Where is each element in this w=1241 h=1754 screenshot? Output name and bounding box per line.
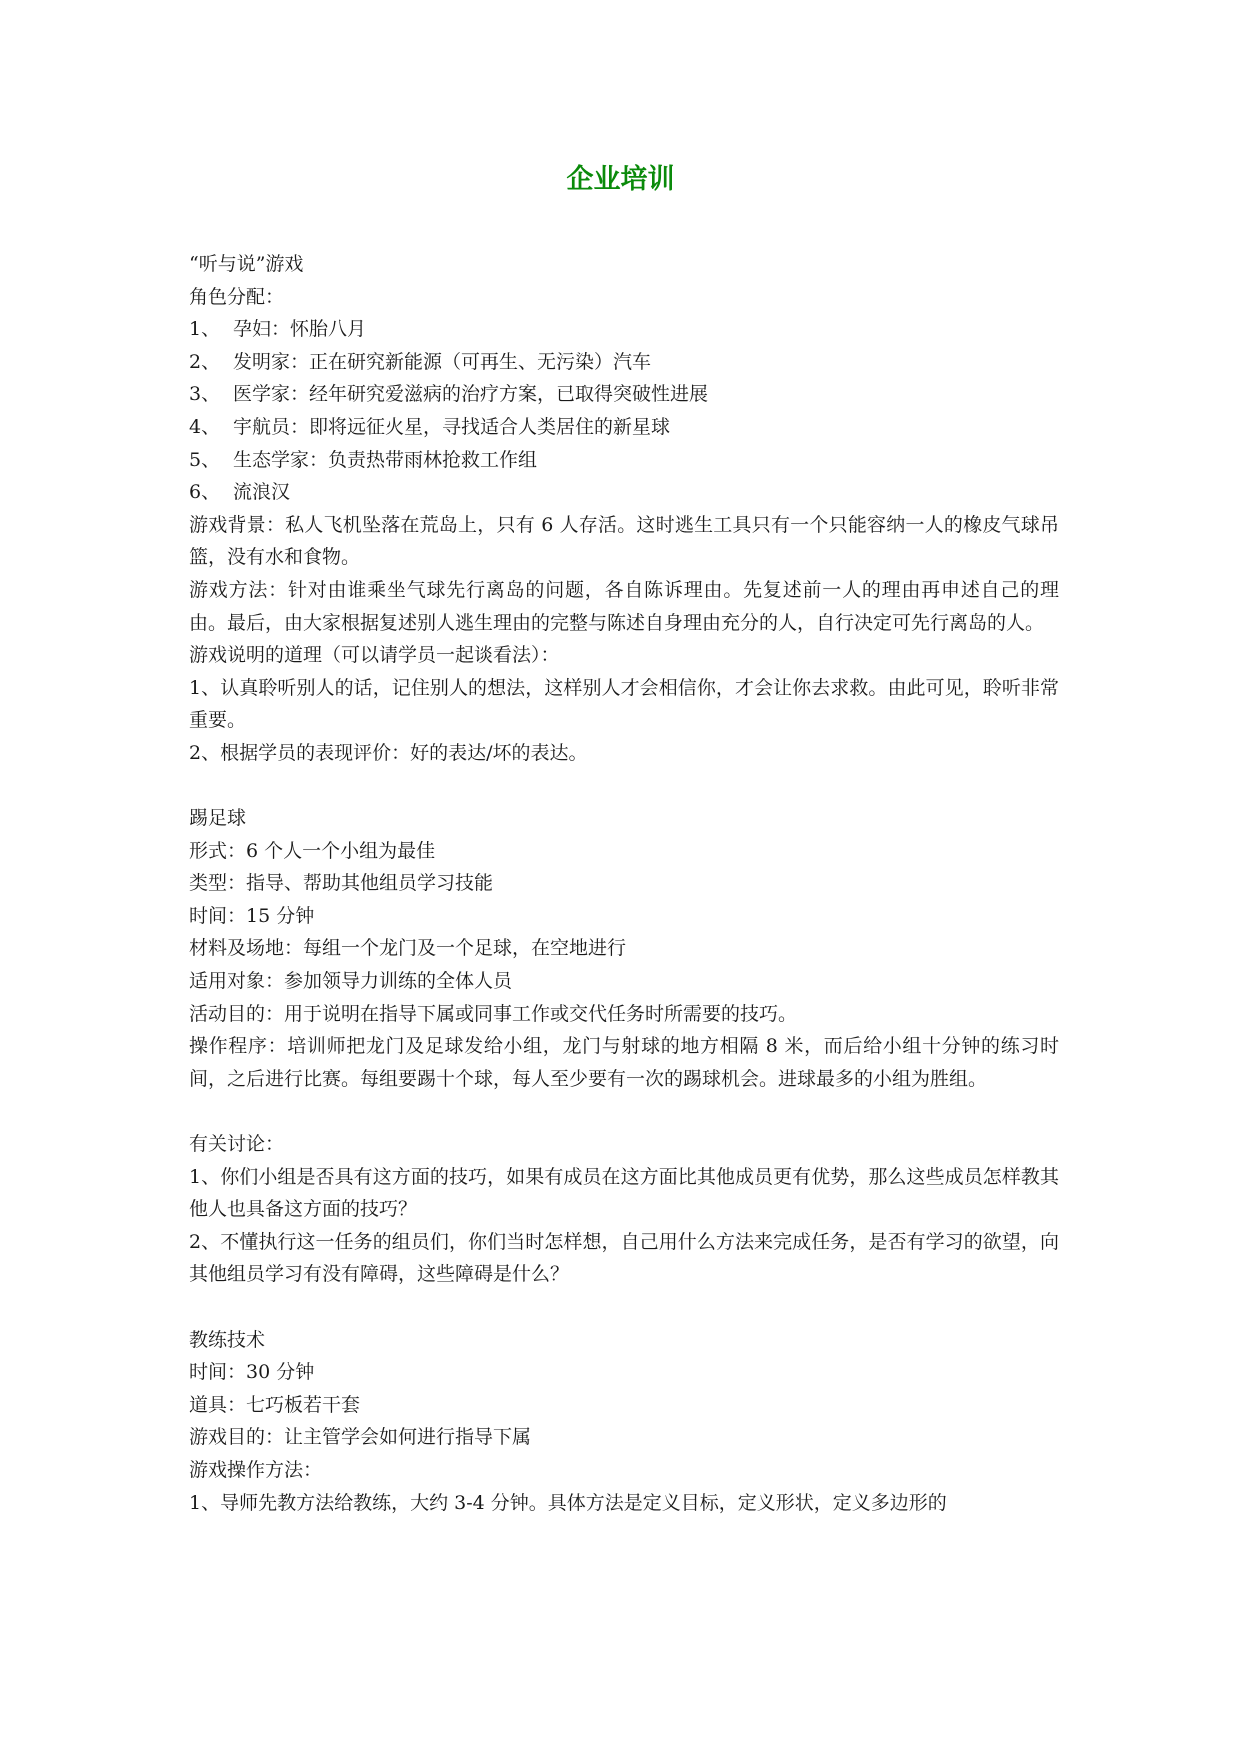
method-label: 游戏操作方法： <box>189 1458 323 1481</box>
role-text: 孕妇：怀胎八月 <box>233 318 367 341</box>
section-heading-listen-speak: “听与说”游戏 <box>189 253 304 275</box>
role-number: 6、 <box>189 481 221 504</box>
role-number: 2、 <box>189 350 221 373</box>
discussion-item: 1、你们小组是否具有这方面的技巧，如果有成员在这方面比其他成员更有优势，那么这些成员怎样教其他人也具备这方面的技巧？ <box>189 1165 1059 1221</box>
role-text: 生态学家：负责热带雨林抢救工作组 <box>233 448 538 471</box>
game-time: 时间：15 分钟 <box>189 904 315 927</box>
role-item <box>189 444 1059 477</box>
paragraph-gap <box>189 770 1059 803</box>
role-item <box>189 476 1059 509</box>
role-number: 1、 <box>189 318 221 341</box>
lesson-label: 游戏说明的道理（可以请学员一起谈看法）： <box>189 644 560 667</box>
game-time: 时间：30 分钟 <box>189 1361 315 1384</box>
role-item <box>189 411 1059 444</box>
roles-label: 角色分配： <box>189 285 285 308</box>
role-item <box>189 378 1059 411</box>
role-item <box>189 346 1059 379</box>
role-number: 5、 <box>189 448 221 471</box>
role-number: 3、 <box>189 383 221 406</box>
discussion-label: 有关讨论： <box>189 1133 285 1156</box>
game-purpose: 活动目的：用于说明在指导下属或同事工作或交代任务时所需要的技巧。 <box>189 1002 798 1025</box>
method-step: 1、导师先教方法给教练，大约 3-4 分钟。具体方法是定义目标，定义形状，定义多边形的 <box>189 1491 947 1514</box>
lesson-item: 2、根据学员的表现评价：好的表达/坏的表达。 <box>189 741 588 764</box>
role-item <box>189 313 1059 346</box>
role-text: 发明家：正在研究新能源（可再生、无污染）汽车 <box>233 350 652 373</box>
role-text: 医学家：经年研究爱滋病的治疗方案，已取得突破性进展 <box>233 383 709 406</box>
game-method: 游戏方法：针对由谁乘坐气球先行离岛的问题，各自陈诉理由。先复述前一人的理由再申述自己的理由。最后，由大家根据复述别人逃生理由的完整与陈述自身理由充分的人，自行决定可先行离岛的人。 <box>189 578 1059 634</box>
game-materials: 材料及场地：每组一个龙门及一个足球，在空地进行 <box>189 937 627 960</box>
page-title: 企业培训 <box>566 164 675 195</box>
game-purpose: 游戏目的：让主管学会如何进行指导下属 <box>189 1426 532 1449</box>
document-body <box>189 248 1059 1519</box>
game-props: 道具：七巧板若干套 <box>189 1393 361 1416</box>
role-text: 流浪汉 <box>233 481 291 504</box>
paragraph-gap <box>189 1095 1059 1128</box>
lesson-item: 1、认真聆听别人的话，记住别人的想法，这样别人才会相信你，才会让你去求救。由此可见，聆听非常重要。 <box>189 676 1059 732</box>
game-type: 类型：指导、帮助其他组员学习技能 <box>189 872 494 895</box>
game-form: 形式：6 个人一个小组为最佳 <box>189 839 436 862</box>
game-audience: 适用对象：参加领导力训练的全体人员 <box>189 970 513 993</box>
role-text: 宇航员：即将远征火星，寻找适合人类居住的新星球 <box>233 415 671 438</box>
game-procedure: 操作程序：培训师把龙门及足球发给小组，龙门与射球的地方相隔 8 米，而后给小组十分钟的练习时间，之后进行比赛。每组要踢十个球，每人至少要有一次的踢球机会。进球最多的小组为胜组。 <box>189 1035 1059 1090</box>
section-heading-football: 踢足球 <box>189 807 247 830</box>
game-background: 游戏背景：私人飞机坠落在荒岛上，只有 6 人存活。这时逃生工具只有一个只能容纳一人的橡皮气球吊篮，没有水和食物。 <box>189 513 1059 569</box>
paragraph-gap <box>189 1291 1059 1324</box>
role-number: 4、 <box>189 415 221 438</box>
discussion-item: 2、不懂执行这一任务的组员们，你们当时怎样想，自己用什么方法来完成任务，是否有学习的欲望，向其他组员学习有没有障碍，这些障碍是什么？ <box>189 1230 1059 1286</box>
section-heading-coaching: 教练技术 <box>189 1328 266 1351</box>
